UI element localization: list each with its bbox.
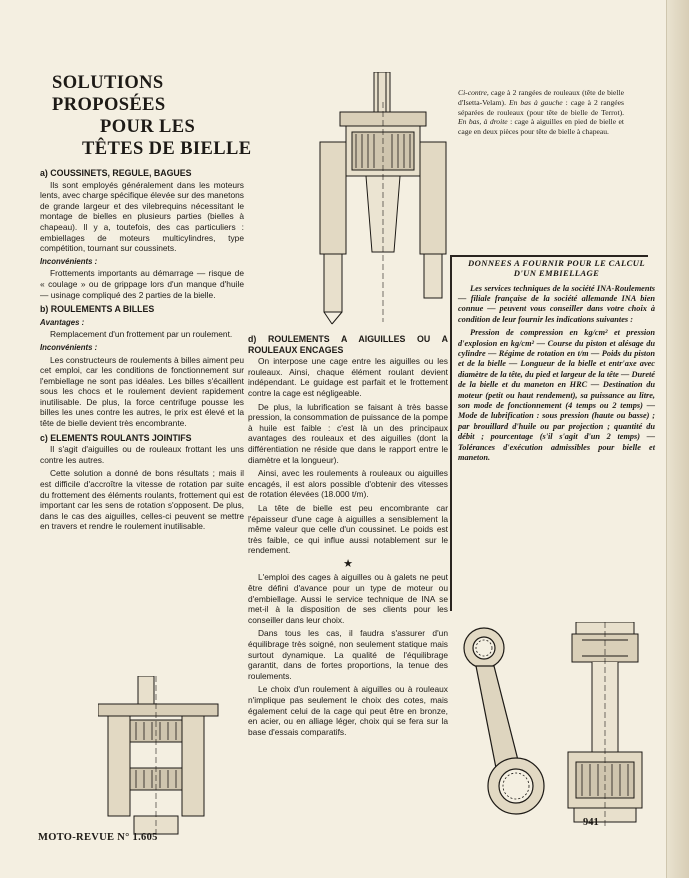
paragraph: Ils sont employés généralement dans les moteurs lents, avec charge spécifique élevée sur des manetons de grande largeur et des vilebrequins nécessitant le montage de bielles en plusieurs parties (bielles à chapeau). Il y a, toutefois, des cas particuliers : embiellages de moteurs multicylindres, type compétition, tournant sur coussinets. xyxy=(40,179,244,254)
section-heading-a: a) COUSSINETS, REGULE, BAGUES xyxy=(40,168,192,178)
paragraph: De plus, la lubrification se faisant à très basse pression, la consommation de puissance de la pompe à huile est faible : c'est là un des principaux avantages des rouleaux et des aiguilles (dont la différentiation ne réside que dans le rapport entre le diamètre et la longueur). xyxy=(248,401,448,465)
conrod-section-figure xyxy=(562,622,648,828)
subheading: Inconvénients : xyxy=(40,342,98,352)
title-line-4: TÊTES DE BIELLE xyxy=(82,139,252,159)
subheading: Inconvénients : xyxy=(40,256,98,266)
paragraph: Ainsi, avec les roulements à rouleaux ou aiguilles encagés, il est alors possible d'obtenir des vitesses de rotation élevées (18.000 t/m). xyxy=(248,468,448,500)
paragraph: L'emploi des cages à aiguilles ou à galets ne peut être défini d'avance pour un type de moteur ou d'embiellage. Aussi le service technique de INA se met-il à la disposition de ses clients pour les conseiller dans leur choix. xyxy=(248,572,448,625)
caption-part: : cage à 2 rangées séparées de rouleaux (pour tête de bielle de Terrot). xyxy=(458,97,624,117)
section-heading-b: b) ROULEMENTS A BILLES xyxy=(40,304,155,315)
paragraph: Remplacement d'un frottement par un roulement. xyxy=(50,329,233,340)
paragraph: Le choix d'un roulement à aiguilles ou à rouleaux n'implique pas seulement le choix des cotes, mais également celui de la cage qui peut être en bronze, en acier, ou en alliage léger, choix qui se fera sur la base d'essais comparatifs. xyxy=(248,684,448,737)
page-fold xyxy=(666,0,667,878)
paragraph: La tête de bielle est peu encombrante car l'épaisseur d'une cage à aiguilles a sensiblement la même valeur que celle d'un coussinet. Le poids est très faible, ce qui influe aussi notablement sur le rendement. xyxy=(248,502,448,556)
section-heading-d: d) ROULEMENTS A AIGUILLES OU A ROULEAUX ENCAGES xyxy=(248,334,448,355)
paragraph: Dans tous les cas, il faudra s'assurer d'un équilibrage très soigné, non seulement statique mais surtout dynamique. La qualité de l'équilibrage garantit, dans de fortes proportions, la tenue des roulements. xyxy=(248,628,448,681)
box-title: DONNEES A FOURNIR POUR LE CALCUL D'UN EMBIELLAGE xyxy=(468,258,645,278)
page-number: 941 xyxy=(583,817,599,828)
paragraph: On interpose une cage entre les aiguilles ou les rouleaux. Ainsi, chaque élément roulant devient indépendant. Le guidage est parfait et le frottement contre la cage est négligeable. xyxy=(248,356,448,398)
star-separator: ★ xyxy=(343,557,353,570)
crankshaft-figure-top xyxy=(312,72,454,328)
page-edge xyxy=(667,0,689,878)
column-middle xyxy=(248,330,448,740)
subheading: Avantages : xyxy=(40,317,85,327)
magazine-issue-footer: MOTO-REVUE N° 1.605 xyxy=(38,832,158,843)
connecting-rod-figure xyxy=(454,620,558,820)
box-rule xyxy=(452,255,648,257)
box-paragraph: Pression de compression en kg/cm² et pression d'explosion en kg/cm² — Course du piston et alésage du cylindre — Régime de rotation en t/m — Poids du piston et de la bielle — Longueur de la bielle et entr'axe avec diamètre de la tête, du pied et largeur de la tête — Dureté de la bielle et du maneton en HRC — Destination du moteur (petit ou haut rendement), sa puissance au litre, son mode de fonctionnement (4 temps ou 2 temps) — Mode de lubrification : sous pression (haute ou basse) ; par brouillard d'huile ou par projection ; quantité du débit ; pourcentage (s'il s'agit d'un 2 temps) — Tolérances d'exécution admissibles pour bielle et maneton. xyxy=(458,328,655,463)
caption-part: : cage à aiguilles en pied de bielle et cage en deux pièces pour tête de bielle à chapeau. xyxy=(458,117,624,137)
caption-part: cage à 2 rangées de rouleaux (tête de bielle d'Isetta-Velam). xyxy=(458,88,624,107)
data-requirements-box xyxy=(450,255,655,611)
title-line-3: POUR LES xyxy=(100,117,196,137)
box-paragraph: Les services techniques de la société INA-Roulements — filiale française de la société allemande INA bien connue — peuvent vous conseiller dans votre choix à condition de leur fournir les indications suivantes : xyxy=(458,283,655,324)
roller-cage-figure-bottom-left xyxy=(98,676,220,836)
title-line-2: PROPOSÉES xyxy=(52,95,166,115)
paragraph: Frottements importants au démarrage — risque de « coulage » ou de grippage lors d'un manque d'huile — usinage compliqué des 2 parties de la bielle. xyxy=(40,268,244,300)
paragraph: Les constructeurs de roulements à billes aiment peu cet emploi, car les conditions de fonctionnement sur l'embiellage ne sont pas idéales. Les billes s'écaillent sous les chocs et le roulement devient rapidement inutilisable. De plus, la force centrifuge pousse les billes les unes contre les autres, le prix est élevé et la tête de bielle devient très encombrante. xyxy=(40,354,244,429)
title-line-1: SOLUTIONS xyxy=(52,73,164,93)
figure-caption xyxy=(458,88,624,137)
caption-part: Ci-contre, xyxy=(458,88,489,97)
section-heading-c: c) ELEMENTS ROULANTS JOINTIFS xyxy=(40,432,192,443)
caption-part: En bas, à droite xyxy=(458,117,508,127)
paragraph: Cette solution a donné de bons résultats ; mais il est difficile d'accroître la vitesse de rotation par suite du frottement des éléments roulants, frottement qui est important car les sens de rotation s'opposent. De plus, dans le cas des aiguilles, celles-ci peuvent se mettre en travers et rendre le roulement inutilisable. xyxy=(40,468,244,532)
article-title xyxy=(52,72,257,160)
caption-part: En bas à gauche xyxy=(508,97,563,107)
paragraph: Il s'agit d'aiguilles ou de rouleaux frottant les uns contre les autres. xyxy=(40,444,244,465)
column-left xyxy=(40,164,244,535)
